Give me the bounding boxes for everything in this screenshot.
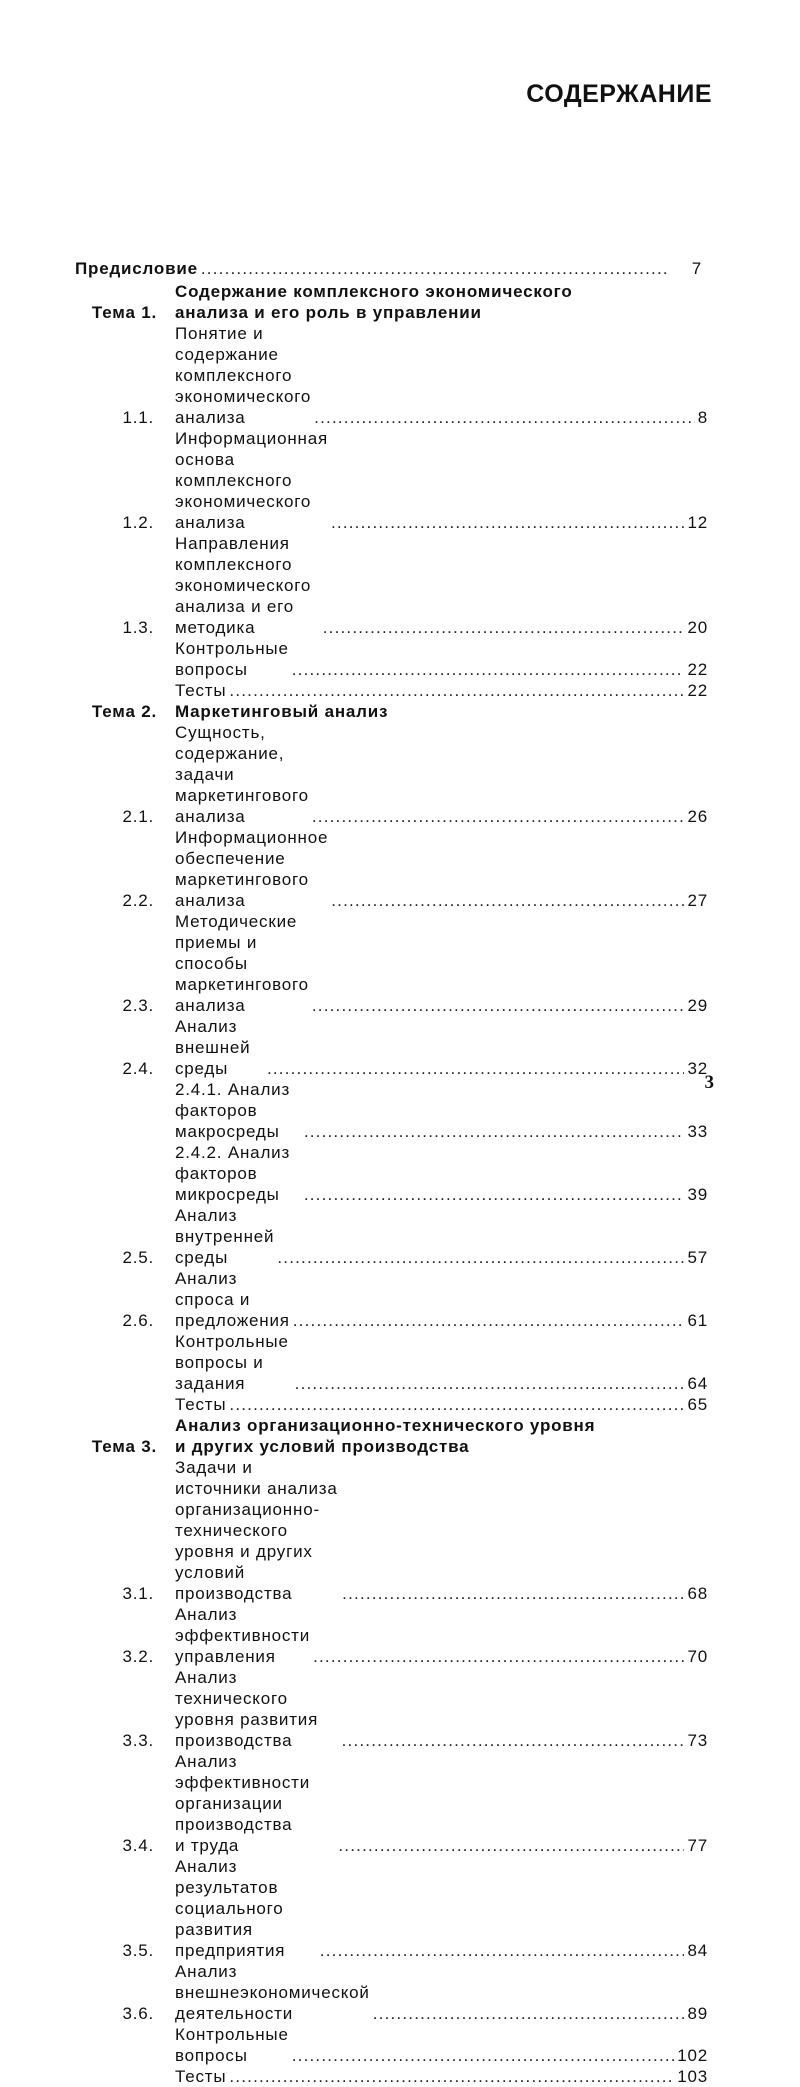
dot-leader (292, 659, 685, 680)
toc-entry (75, 1604, 708, 1667)
toc-entry (75, 638, 708, 680)
toc-entry-page: 77 (687, 1836, 708, 1855)
toc-entry-title: Сущность, содержание, задачи маркетингового анализа (175, 723, 309, 826)
toc-entry-title: Понятие и содержание комплексного экономического анализа (175, 324, 312, 427)
dot-leader (293, 1310, 685, 1331)
table-of-contents (75, 258, 708, 2087)
toc-entry (75, 1667, 708, 1751)
page-number: 3 (704, 1072, 714, 1093)
toc-entry (75, 428, 708, 533)
toc-entry-number: 3.1. (122, 1584, 154, 1603)
toc-entry-page: 29 (687, 996, 708, 1015)
toc-entry (75, 1856, 708, 1961)
toc-entry-title: 2.4.1. Анализ факторов макросреды (175, 1080, 291, 1141)
toc-entry-page: 12 (687, 513, 708, 532)
toc-entry-page: 33 (687, 1122, 708, 1141)
toc-entry (75, 911, 708, 1016)
toc-entry-title: Контрольные вопросы и задания (175, 1332, 289, 1393)
toc-entry (75, 722, 708, 827)
toc-entry-title: 2.4.2. Анализ факторов микросреды (175, 1143, 291, 1204)
toc-entry (75, 533, 708, 638)
toc-entry-number: 1.3. (122, 618, 154, 637)
toc-entry-number: Тема 1. (91, 303, 157, 322)
dot-leader (267, 1058, 685, 1079)
toc-entry-number: 3.6. (122, 2004, 154, 2023)
toc-entry-page: 84 (687, 1941, 708, 1960)
dot-leader (277, 1247, 684, 1268)
toc-entry-number: 3.4. (122, 1836, 154, 1855)
toc-entry-number: Тема 3. (91, 1437, 157, 1456)
dot-leader (229, 1394, 684, 1415)
toc-entry-title: Информационная основа комплексного экономического анализа (175, 429, 328, 532)
toc-entry-number: 2.6. (122, 1311, 154, 1330)
dot-leader (338, 1835, 684, 1856)
toc-theme-entry (75, 1415, 708, 1457)
toc-entry-page: 73 (687, 1731, 708, 1750)
toc-entry-number: 2.4. (122, 1059, 154, 1078)
toc-entry (75, 680, 708, 701)
toc-entry-page: 8 (697, 408, 708, 427)
toc-entry-title: Информационное обеспечение маркетингового анализа (175, 828, 329, 910)
toc-theme-entry (75, 701, 708, 722)
toc-entry-title: Маркетинговый анализ (175, 702, 389, 721)
toc-entry-title: Содержание комплексного экономического анализа и его роль в управлении (175, 282, 573, 322)
toc-entry-page: 61 (687, 1311, 708, 1330)
toc-entry-page: 65 (687, 1395, 708, 1414)
toc-entry (75, 1079, 708, 1142)
toc-entry-title: Направления комплексного экономического анализа и его методика (175, 534, 312, 637)
dot-leader (229, 2066, 674, 2087)
toc-entry (75, 2024, 708, 2066)
dot-leader (323, 617, 685, 638)
dot-leader (331, 890, 684, 911)
toc-entry (75, 1142, 708, 1205)
toc-entry-number: 2.1. (122, 807, 154, 826)
toc-entry-page: 32 (687, 1059, 708, 1078)
toc-entry-page: 68 (687, 1584, 708, 1603)
toc-entry (75, 1268, 708, 1331)
toc-entry-title: Задачи и источники анализа организационно- технического уровня и других условий производства (175, 1458, 338, 1603)
toc-entry-title: Анализ эффективности управления (175, 1605, 311, 1666)
dot-leader (312, 995, 685, 1016)
dot-leader (331, 512, 685, 533)
toc-entry-number: 2.3. (122, 996, 154, 1015)
toc-entry-page: 103 (677, 2067, 708, 2086)
toc-entry-title: Анализ внешнеэкономической деятельности (175, 1962, 370, 2023)
dot-leader (201, 258, 670, 279)
toc-entry (75, 1331, 708, 1394)
toc-entry (75, 1205, 708, 1268)
toc-entry-number: 3.5. (122, 1941, 154, 1960)
toc-entry-title: Анализ результатов социального развития предприятия (175, 1857, 286, 1960)
toc-entry (75, 1016, 708, 1079)
toc-entry-page: 22 (687, 660, 708, 679)
toc-entry-number: 3.3. (122, 1731, 154, 1750)
toc-entry-title: Тесты (175, 681, 227, 700)
toc-entry-title: Анализ внутренней среды (175, 1206, 275, 1267)
toc-entry-title: Анализ эффективности организации производства и труда (175, 1752, 311, 1855)
toc-entry-title: Контрольные вопросы (175, 2025, 289, 2065)
toc-entry (75, 323, 708, 428)
toc-entry-page: 26 (687, 807, 708, 826)
toc-entry-page: 70 (687, 1647, 708, 1666)
dot-leader (320, 1940, 685, 1961)
toc-entry-title: Анализ технического уровня развития производства (175, 1668, 319, 1750)
toc-entry-page: 27 (687, 891, 708, 910)
toc-entry-page: 89 (687, 2004, 708, 2023)
dot-leader (229, 680, 684, 701)
toc-entry-title: Анализ внешней среды (175, 1017, 251, 1078)
toc-entry-title: Предисловие (75, 259, 198, 278)
dot-leader (373, 2003, 685, 2024)
toc-entry-number: Тема 2. (91, 702, 157, 721)
toc-entry-number: 2.5. (122, 1248, 154, 1267)
dot-leader (312, 806, 685, 827)
toc-entry-page: 22 (687, 681, 708, 700)
page-title: СОДЕРЖАНИЕ (526, 80, 712, 108)
toc-entry-page: 57 (687, 1248, 708, 1267)
toc-entry-title: Контрольные вопросы (175, 639, 289, 679)
dot-leader (304, 1184, 685, 1205)
toc-entry (75, 1961, 708, 2024)
dot-leader (314, 407, 695, 428)
dot-leader (304, 1121, 685, 1142)
toc-entry-page: 64 (687, 1374, 708, 1393)
toc-entry-number: 3.2. (122, 1647, 154, 1666)
toc-entry-number: 2.2. (122, 891, 154, 910)
toc-entry-page: 102 (677, 2046, 708, 2065)
toc-entry-title: Тесты (175, 2067, 227, 2086)
toc-entry-number: 1.2. (122, 513, 154, 532)
toc-theme-entry (75, 281, 708, 323)
toc-entry-number: 1.1. (122, 408, 154, 427)
dot-leader (295, 1373, 685, 1394)
toc-entry-title: Анализ спроса и предложения (175, 1269, 290, 1330)
toc-entry-title: Методические приемы и способы маркетингового анализа (175, 912, 309, 1015)
toc-entry-page: 20 (687, 618, 708, 637)
toc-entry (75, 2066, 708, 2087)
toc-entry (75, 1457, 708, 1604)
dot-leader (342, 1730, 685, 1751)
toc-entry-title: Анализ организационно-технического уровня и других условий производства (175, 1416, 596, 1456)
toc-entry-page: 7 (691, 259, 702, 278)
dot-leader (313, 1646, 684, 1667)
toc-entry (75, 258, 708, 279)
toc-entry (75, 827, 708, 911)
dot-leader (292, 2045, 675, 2066)
toc-entry (75, 1394, 708, 1415)
dot-leader (342, 1583, 684, 1604)
toc-entry (75, 1751, 708, 1856)
toc-entry-page: 39 (687, 1185, 708, 1204)
toc-entry-title: Тесты (175, 1395, 227, 1414)
